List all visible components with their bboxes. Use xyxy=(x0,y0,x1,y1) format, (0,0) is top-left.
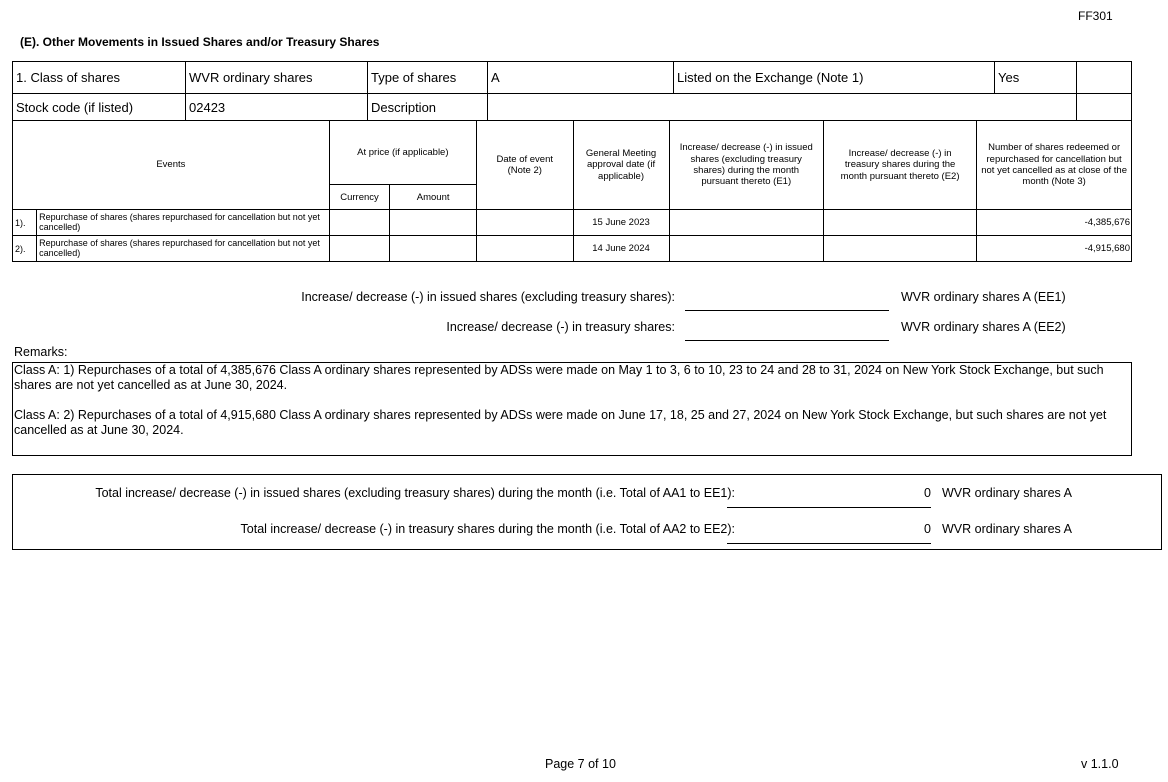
issued-change-header xyxy=(669,121,823,210)
ee1-unit: WVR ordinary shares A (EE1) xyxy=(901,290,1066,304)
remarks-label: Remarks: xyxy=(14,345,68,359)
description-label: Description xyxy=(368,94,488,121)
total-issued-line xyxy=(727,506,931,508)
redeemed-header xyxy=(977,121,1132,210)
gm-approval-header-text: General Meeting approval date (if applicable) xyxy=(585,147,657,182)
table-row xyxy=(13,236,1132,262)
remarks-box xyxy=(12,362,1132,456)
row-number: 2). xyxy=(13,236,37,262)
ee2-unit: WVR ordinary shares A (EE2) xyxy=(901,320,1066,334)
share-info-table xyxy=(12,61,1132,121)
row-gm-date: 14 June 2024 xyxy=(573,236,669,262)
remark-1: Class A: 1) Repurchases of a total of 4,385,676 Class A ordinary shares represented by ADSs were made on May 1 to 3, 6 to 10, 23 to 24 and 28 to 31, 2024 on New York Stock Exchange, but such shares are not yet cancelled as at June 30, 2024. xyxy=(14,363,1104,392)
date-of-event-header-text: Date of event (Note 2) xyxy=(496,153,554,176)
row-treasury xyxy=(823,236,976,262)
issued-change-header-text: Increase/ decrease (-) in issued shares (excluding treasury shares) during the month pursuant thereto (E1) xyxy=(679,142,813,188)
total-treasury-line xyxy=(727,542,931,544)
form-code: FF301 xyxy=(1078,9,1113,23)
row-redeemed: -4,385,676 xyxy=(977,210,1132,236)
total-issued-label: Total increase/ decrease (-) in issued shares (excluding treasury shares) during the month (i.e. Total of AA1 to EE1): xyxy=(95,486,735,500)
total-treasury-value: 0 xyxy=(924,522,931,536)
description-value xyxy=(488,94,1077,121)
row-gm-date: 15 June 2023 xyxy=(573,210,669,236)
events-header: Events xyxy=(13,121,330,210)
row-issued xyxy=(669,236,823,262)
class-value: WVR ordinary shares xyxy=(186,62,368,94)
totals-box xyxy=(12,474,1162,550)
description-extra xyxy=(1077,94,1132,121)
stock-code-label: Stock code (if listed) xyxy=(13,94,186,121)
total-treasury-label: Total increase/ decrease (-) in treasury shares during the month (i.e. Total of AA2 to EE2): xyxy=(240,522,735,536)
type-label: Type of shares xyxy=(368,62,488,94)
events-table xyxy=(12,120,1132,262)
row-currency xyxy=(329,210,390,236)
at-price-header: At price (if applicable) xyxy=(329,121,476,185)
row-date xyxy=(476,236,573,262)
page-number: Page 7 of 10 xyxy=(545,757,616,771)
ee2-label: Increase/ decrease (-) in treasury shares: xyxy=(446,320,675,334)
date-of-event-header xyxy=(476,121,573,210)
listed-extra xyxy=(1077,62,1132,94)
currency-header: Currency xyxy=(329,185,390,210)
listed-value: Yes xyxy=(995,62,1077,94)
version: v 1.1.0 xyxy=(1081,757,1119,771)
total-issued-unit: WVR ordinary shares A xyxy=(942,486,1072,500)
treasury-change-header-text: Increase/ decrease (-) in treasury shares during the month pursuant thereto (E2) xyxy=(840,147,960,182)
treasury-change-header xyxy=(823,121,976,210)
listed-label: Listed on the Exchange (Note 1) xyxy=(674,62,995,94)
row-event: Repurchase of shares (shares repurchased for cancellation but not yet cancelled) xyxy=(37,210,330,236)
type-value: A xyxy=(488,62,674,94)
ee1-line xyxy=(685,309,889,311)
row-number: 1). xyxy=(13,210,37,236)
row-amount xyxy=(390,210,477,236)
total-issued-value: 0 xyxy=(924,486,931,500)
table-row xyxy=(13,210,1132,236)
amount-header: Amount xyxy=(390,185,477,210)
row-redeemed: -4,915,680 xyxy=(977,236,1132,262)
row-date xyxy=(476,210,573,236)
ee1-label: Increase/ decrease (-) in issued shares (excluding treasury shares): xyxy=(301,290,675,304)
row-treasury xyxy=(823,210,976,236)
remark-2: Class A: 2) Repurchases of a total of 4,915,680 Class A ordinary shares represented by ADSs were made on June 17, 18, 25 and 27, 2024 on New York Stock Exchange, but such shares are not yet cancelled as at June 30, 2024. xyxy=(14,408,1107,437)
section-title: (E). Other Movements in Issued Shares and/or Treasury Shares xyxy=(20,35,380,49)
stock-code-value: 02423 xyxy=(186,94,368,121)
total-treasury-unit: WVR ordinary shares A xyxy=(942,522,1072,536)
class-label: 1. Class of shares xyxy=(13,62,186,94)
row-issued xyxy=(669,210,823,236)
row-currency xyxy=(329,236,390,262)
ee2-line xyxy=(685,339,889,341)
row-amount xyxy=(390,236,477,262)
gm-approval-header xyxy=(573,121,669,210)
row-event: Repurchase of shares (shares repurchased for cancellation but not yet cancelled) xyxy=(37,236,330,262)
redeemed-header-text: Number of shares redeemed or repurchased for cancellation but not yet cancelled as at close of the month (Note 3) xyxy=(981,142,1127,188)
